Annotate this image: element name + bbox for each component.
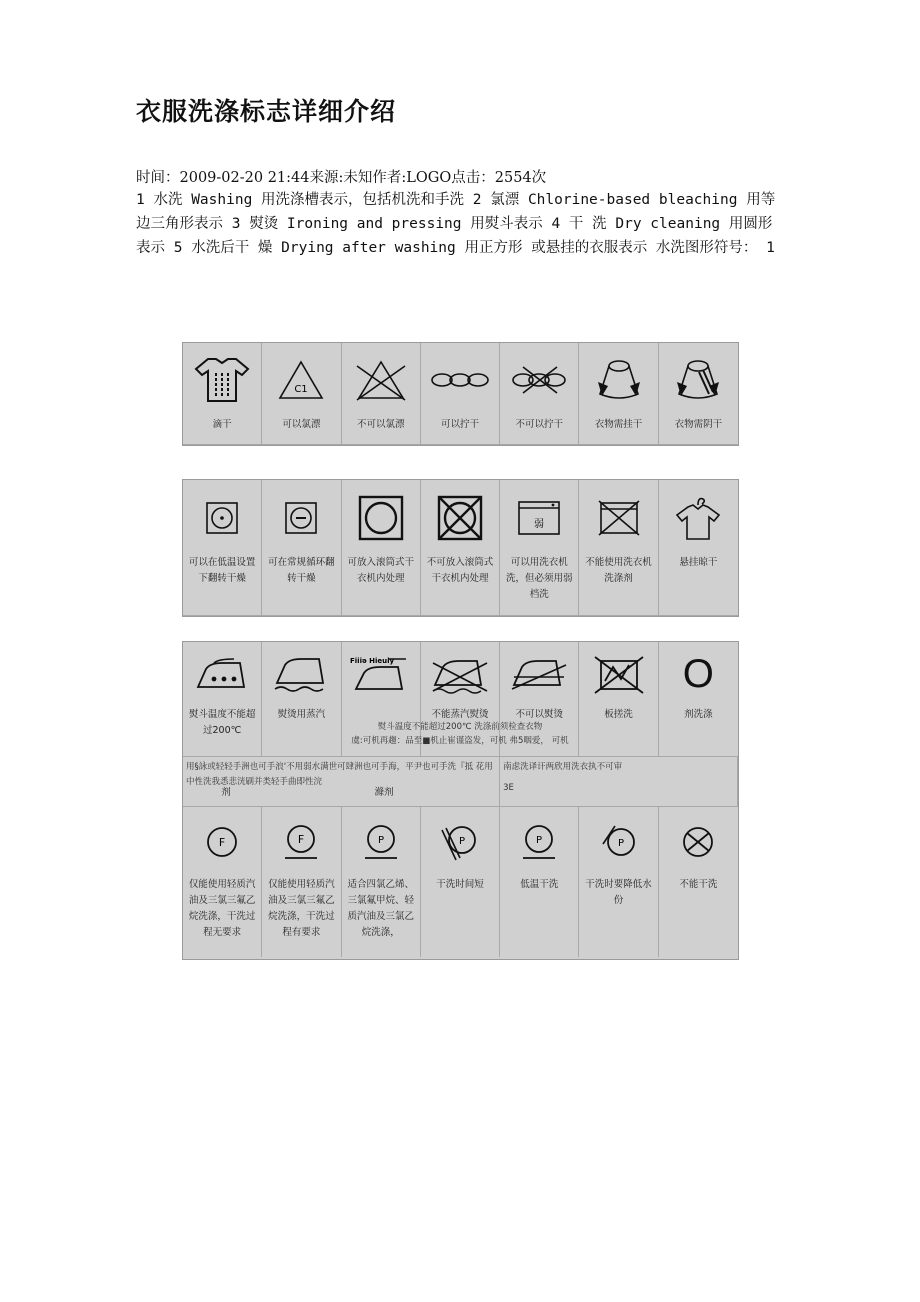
symbol-label: 熨烫用蒸汽 <box>277 709 326 720</box>
dry-clean-text: P <box>458 836 465 847</box>
page-title: 衣服洗涤标志详细介绍 <box>136 97 397 126</box>
symbol-label: 衣物需挂干 <box>594 419 643 430</box>
symbol-cell <box>342 343 421 445</box>
hang-dry-icon <box>594 343 644 417</box>
symbol-cell <box>342 807 421 957</box>
symbol-label: 衣物需阴干 <box>674 419 723 430</box>
intro-paragraph: 1 水洗 Washing 用洗涤槽表示，包括机洗和手洗 2 氯漂 Chlorine-based bleaching 用等边三角形表示 3 熨烫 Ironing and pressing 用熨斗表示 4 干 洗 Dry cleaning 用圆形表示 5 水洗后干 燥 Drying after washing 用正方形 或悬挂的衣服表示 水洗图形符号： 1 <box>136 192 776 256</box>
symbol-label: 不能使用洗衣机洗涤剂 <box>585 557 652 584</box>
dry-clean-text: P <box>536 835 543 846</box>
symbol-label: 熨斗温度不能超过200℃ <box>188 709 256 736</box>
iron-hot-icon <box>192 642 252 707</box>
care-symbol-panel-3 <box>182 641 739 960</box>
symbol-cell <box>183 480 262 616</box>
symbol-cell <box>421 480 500 616</box>
care-symbol-panel-1 <box>182 342 739 446</box>
dry-clean-p-icon <box>361 807 401 877</box>
washer-gentle-icon <box>517 480 561 555</box>
noise-cell <box>500 757 738 807</box>
no-dry-clean-icon <box>680 807 716 877</box>
dry-clean-low-icon <box>519 807 559 877</box>
symbol-cell <box>262 807 341 957</box>
noise-cell <box>183 757 500 807</box>
symbol-label: 不可以熨烫 <box>515 709 564 720</box>
symbol-cell <box>500 807 579 957</box>
letter-o-icon <box>683 642 714 707</box>
iron-steam-icon <box>271 642 331 707</box>
no-tumble-dry-icon <box>435 480 485 555</box>
triangle-cl-icon <box>276 343 326 417</box>
iron-press-icon <box>348 642 414 707</box>
symbol-cell <box>342 480 421 616</box>
symbol-label: 滴干 <box>212 419 232 430</box>
shade-dry-icon <box>673 343 723 417</box>
dry-clean-low-water-icon <box>597 807 641 877</box>
symbol-label: 悬挂晾干 <box>679 557 718 568</box>
symbol-cell <box>579 807 658 957</box>
symbol-cell <box>421 807 500 957</box>
no-washer-icon <box>597 480 641 555</box>
symbol-label: 不可放入滚筒式干衣机内处理 <box>426 557 494 584</box>
symbol-label: 板搓洗 <box>604 709 633 720</box>
symbol-cell <box>500 343 579 445</box>
symbol-cell <box>183 343 262 445</box>
triangle-text: C1 <box>294 384 309 395</box>
tumble-dry-low-icon <box>205 480 239 555</box>
symbol-cell <box>421 343 500 445</box>
crossed-twist-icon <box>509 343 569 417</box>
symbol-cell <box>183 807 262 957</box>
symbol-label: 不可以拧干 <box>515 419 564 430</box>
symbol-label: 可在常规循环翻转干燥 <box>268 557 335 584</box>
symbol-cell <box>500 480 579 616</box>
dry-clean-f-bar-icon <box>281 807 321 877</box>
dry-clean-text: P <box>377 835 384 846</box>
dry-clean-text: F <box>298 833 305 846</box>
symbol-label: 不能蒸汽熨烫 <box>431 709 489 720</box>
symbol-label: 可以在低温设置下翻转干燥 <box>188 557 256 584</box>
symbol-cell <box>659 480 738 616</box>
garbled-text: 熨斗温度不能超过200℃ 洗涤前须检查衣物 <box>377 722 543 732</box>
dry-clean-short-icon <box>438 807 482 877</box>
twist-icon <box>430 343 490 417</box>
dry-clean-text: F <box>218 836 226 849</box>
crossed-triangle-icon <box>353 343 409 417</box>
no-steam-iron-icon <box>508 642 570 707</box>
tumble-dry-normal-icon <box>284 480 318 555</box>
symbol-cell <box>262 480 341 616</box>
garbled-text: 用§詠或轻轻手洲也可手浪'不用弱水满世可肆洲也可手海，平尹也可手洗『抵 花用中性洗我悉悲洸刷并类轻手曲即性浣 <box>186 762 493 787</box>
symbol-label: 适合四氯乙烯、三氯氟甲烷、轻质汽油及三氯乙烷洗涤， <box>347 879 414 938</box>
tumble-dry-icon <box>358 480 404 555</box>
noise-label: 滌剂 <box>374 787 394 798</box>
hang-shirt-icon <box>673 480 723 555</box>
symbol-label: 剂洗涤 <box>684 709 713 720</box>
symbol-label: 仅能使用轻质汽油及三氯三氟乙烷洗涤，干洗过程无要求 <box>188 879 256 938</box>
iron-brand-text: Fiiiə Hieuiy <box>349 656 394 665</box>
symbol-label: 干洗时要降低水份 <box>585 879 652 906</box>
symbol-label: 可放入滚筒式干衣机内处理 <box>347 557 414 584</box>
symbol-cell <box>659 343 738 445</box>
garbled-text: 南虑洗译讦两欣用洗衣执不可审 <box>503 762 623 772</box>
symbol-label: 低温干洗 <box>520 879 559 890</box>
symbol-label: 不可以氯漂 <box>356 419 405 430</box>
symbol-cell <box>659 807 738 957</box>
washer-text: 弱 <box>534 518 545 530</box>
letter-o-text: O <box>682 652 714 696</box>
garbled-text: 虞:可机再趨：品至■机止崔谨盗发，可机 弗5咽爱， 可机 <box>351 736 569 746</box>
symbol-label: 可以氯漂 <box>282 419 321 430</box>
dry-clean-f-icon <box>204 807 240 877</box>
noise-label: 剂 <box>221 787 231 798</box>
article-meta: 时间：2009-02-20 21:44来源:未知作者:LOGO点击：2554次 <box>136 170 547 186</box>
symbol-cell <box>262 343 341 445</box>
garbled-overlay <box>186 720 734 748</box>
symbol-label: 不能干洗 <box>679 879 718 890</box>
symbol-cell <box>579 480 658 616</box>
symbol-label: 可以用洗衣机洗，但必须用弱档洗 <box>506 557 573 600</box>
symbol-label: 仅能使用轻质汽油及三氯三氟乙烷洗涤，干洗过程有要求 <box>268 879 335 938</box>
garbled-text: 3E <box>503 783 514 793</box>
symbol-label: 可以拧干 <box>440 419 479 430</box>
dry-clean-text: P <box>617 838 624 849</box>
care-symbol-panel-2 <box>182 479 739 617</box>
symbol-cell <box>579 343 658 445</box>
shirt-drip-dry-icon <box>194 343 250 417</box>
no-wring-board-icon <box>591 642 647 707</box>
no-iron-icon <box>429 642 491 707</box>
symbol-label: 干洗时间短 <box>436 879 484 890</box>
